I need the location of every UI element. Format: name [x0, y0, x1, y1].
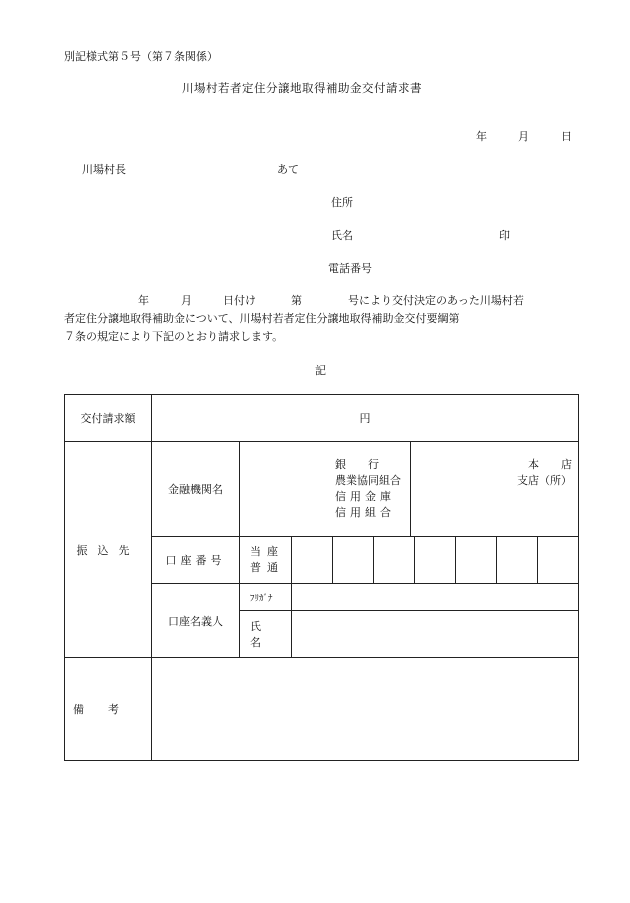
remarks-label-cell	[65, 658, 152, 761]
furigana-input[interactable]	[292, 584, 578, 610]
branch-type-box	[411, 442, 578, 536]
date-day-label: 日	[561, 130, 572, 143]
account-holder-cell	[240, 584, 579, 658]
addressee-honorific: あて	[277, 163, 299, 176]
seal-label: 印	[499, 229, 510, 242]
request-table	[64, 394, 579, 761]
addressee-name: 川場村長	[82, 163, 126, 176]
amount-row	[65, 395, 579, 442]
bank-type-3: 信用金庫	[335, 490, 395, 503]
bank-label: 金融機関名	[152, 442, 240, 537]
body-dai: 第	[291, 294, 302, 307]
body-line3: ７条の規定により下記のとおり請求します。	[64, 330, 284, 343]
date-year-label: 年	[476, 130, 487, 143]
amount-value-cell[interactable]	[152, 395, 579, 442]
holder-name-label: 氏名	[240, 611, 292, 657]
body-year: 年	[138, 294, 149, 307]
name-label: 氏名	[331, 229, 353, 242]
body-paragraph	[64, 292, 584, 346]
phone-label: 電話番号	[328, 262, 372, 275]
form-number: 別記様式第５号（第７条関係）	[64, 50, 218, 63]
body-line1-rest: 号により交付決定のあった川場村若	[348, 294, 524, 307]
remarks-row	[65, 658, 579, 761]
date-month-label: 月	[518, 130, 529, 143]
amount-unit: 円	[359, 412, 371, 425]
page-title: 川場村若者定住分譲地取得補助金交付請求書	[182, 81, 422, 95]
account-number-cell[interactable]	[240, 537, 579, 584]
transfer-label: 振込先	[76, 543, 140, 557]
account-holder-label: 口座名義人	[152, 584, 240, 658]
account-type-2: 普通	[250, 561, 284, 574]
bank-name-cell[interactable]	[240, 442, 579, 537]
bank-type-2: 農業協同組合	[335, 474, 401, 487]
bank-type-1: 銀 行	[335, 458, 379, 471]
holder-name-input[interactable]	[292, 611, 578, 657]
address-label: 住所	[331, 196, 353, 209]
account-digit-box[interactable]	[497, 537, 538, 583]
furigana-label: ﾌﾘｶﾞﾅ	[240, 584, 292, 610]
body-month: 月	[181, 294, 192, 307]
account-digit-box[interactable]	[333, 537, 374, 583]
amount-label: 交付請求額	[65, 395, 152, 442]
account-type-box	[240, 537, 292, 583]
account-digit-box[interactable]	[538, 537, 578, 583]
account-digit-box[interactable]	[415, 537, 456, 583]
bank-row	[65, 442, 579, 537]
body-date-suffix: 日付け	[223, 294, 256, 307]
transfer-label-cell	[65, 442, 152, 658]
bank-type-box	[240, 442, 411, 536]
account-digit-box[interactable]	[456, 537, 497, 583]
ki-heading: 記	[315, 364, 326, 377]
account-number-label: 口座番号	[152, 537, 240, 584]
branch-type-1: 本 店	[528, 458, 572, 471]
remarks-input[interactable]	[152, 658, 579, 761]
account-type-1: 当座	[250, 545, 284, 558]
branch-type-2: 支店（所）	[517, 474, 572, 487]
account-digit-box[interactable]	[374, 537, 415, 583]
remarks-label: 備考	[73, 703, 143, 716]
account-digit-box[interactable]	[292, 537, 333, 583]
bank-type-4: 信用組合	[335, 506, 395, 519]
body-line2: 者定住分譲地取得補助金について、川場村若者定住分譲地取得補助金交付要綱第	[64, 312, 460, 325]
